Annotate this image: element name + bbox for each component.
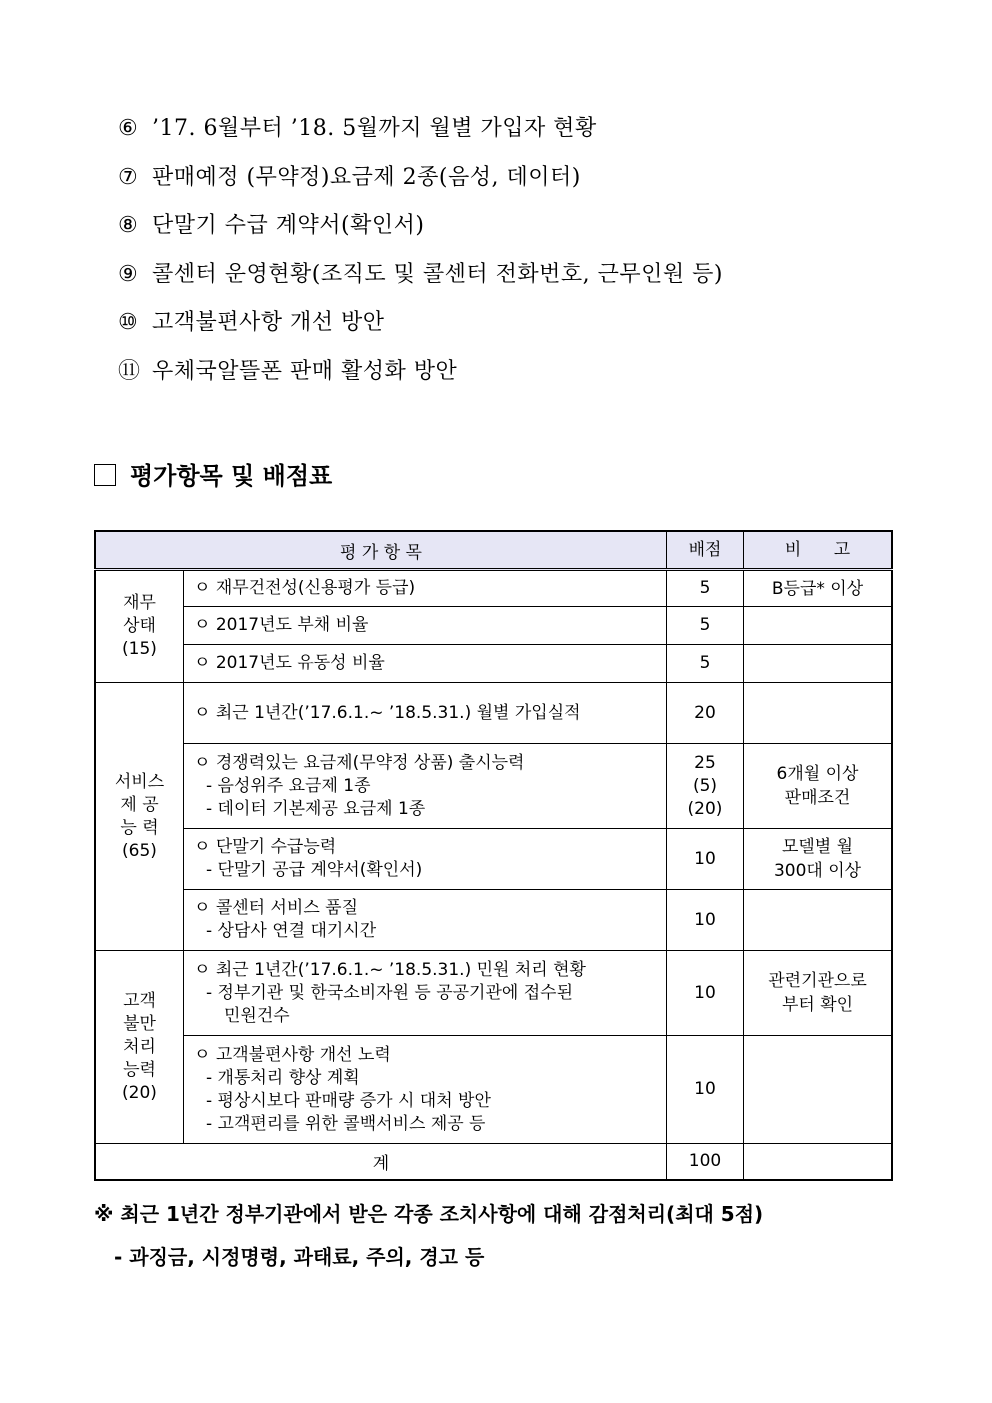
score-cell <box>667 645 744 683</box>
score-cell <box>667 744 744 829</box>
note-cell <box>744 607 893 645</box>
category-cell <box>95 951 184 1144</box>
total-score: 100 <box>667 1144 744 1180</box>
list-number: ⑧ <box>118 213 139 238</box>
category-line: (15) <box>122 639 157 659</box>
list-text: ’17. 6월부터 ’18. 5월까지 월별 가입자 현황 <box>152 116 597 141</box>
score-cell <box>667 607 744 645</box>
list-item <box>118 306 723 355</box>
list-item <box>118 209 723 258</box>
score-value: (5) <box>692 775 718 796</box>
score-cell <box>667 1036 744 1144</box>
item-subpoint: - 상담사 연결 대기시간 <box>206 921 377 941</box>
table-row <box>95 829 892 890</box>
category-line: 고객 <box>123 990 156 1011</box>
header-item: 평 가 항 목 <box>95 531 667 570</box>
item-title: ㅇ 2017년도 유동성 비율 <box>194 653 385 673</box>
list-text: 콜센터 운영현황(조직도 및 콜센터 전화번호, 근무인원 등) <box>152 261 723 287</box>
table-row <box>95 607 892 645</box>
category-line: 서비스 <box>114 771 165 792</box>
note-cell <box>744 951 893 1036</box>
item-title: ㅇ 고객불편사항 개선 노력 <box>194 1044 391 1065</box>
item-title: ㅇ 단말기 수급능력 <box>194 837 337 857</box>
item-subpoint: - 고객편리를 위한 콜백서비스 제공 등 <box>206 1113 486 1134</box>
score-value: 20 <box>694 702 716 723</box>
footnote-sub: - 과징금, 시정명령, 과태료, 주의, 경고 등 <box>114 1245 485 1269</box>
list-number: ⑪ <box>118 358 141 384</box>
evaluation-table <box>94 530 893 1181</box>
score-cell <box>667 570 744 607</box>
category-line: 제 공 <box>120 794 159 815</box>
score-value: 10 <box>694 848 716 869</box>
section-title <box>94 456 332 491</box>
section-title-text: 평가항목 및 배점표 <box>130 462 333 490</box>
category-line: 능력 <box>123 1059 156 1080</box>
table-row <box>95 683 892 744</box>
item-cell <box>184 607 667 645</box>
item-subpoint: - 단말기 공급 계약서(확인서) <box>206 860 423 880</box>
item-title: ㅇ 재무건전성(신용평가 등급) <box>194 578 416 598</box>
category-line: 상태 <box>123 616 156 636</box>
note-cell <box>744 829 893 890</box>
category-line: (20) <box>122 1082 157 1103</box>
item-subpoint: - 데이터 기본제공 요금제 1종 <box>206 798 426 819</box>
item-cell <box>184 683 667 744</box>
list-item <box>118 112 723 161</box>
score-value: 5 <box>699 578 711 598</box>
note-cell <box>744 890 893 951</box>
header-note-text: 비 고 <box>784 540 851 560</box>
list-item <box>118 355 723 404</box>
note-cell <box>744 1036 893 1144</box>
table-header-row <box>95 531 892 570</box>
list-number: ⑥ <box>118 116 139 141</box>
score-cell <box>667 890 744 951</box>
list-number: ⑩ <box>118 310 139 335</box>
list-item <box>118 161 723 210</box>
note-cell <box>744 570 893 607</box>
item-title: ㅇ 2017년도 부채 비율 <box>194 615 369 635</box>
note-cell <box>744 683 893 744</box>
note-text: 관련기관으로 <box>768 971 867 991</box>
list-text: 고객불편사항 개선 방안 <box>152 310 385 335</box>
item-subpoint: 민원건수 <box>224 1005 290 1026</box>
table-row <box>95 570 892 607</box>
item-cell <box>184 829 667 890</box>
table-row <box>95 645 892 683</box>
item-cell <box>184 645 667 683</box>
table-row <box>95 744 892 829</box>
list-item <box>118 258 723 307</box>
note-text: 부터 확인 <box>781 995 854 1015</box>
item-cell <box>184 1036 667 1144</box>
table-row <box>95 890 892 951</box>
note-text: 6개월 이상 <box>776 764 859 784</box>
item-title: ㅇ 경쟁력있는 요금제(무약정 상품) 출시능력 <box>194 752 525 773</box>
checkbox-square-icon <box>94 464 116 486</box>
note-cell <box>744 645 893 683</box>
item-subpoint: - 개통처리 향상 계획 <box>206 1067 360 1088</box>
header-score: 배점 <box>667 531 744 570</box>
score-value: 5 <box>699 615 711 635</box>
score-value: 10 <box>694 909 716 930</box>
item-subpoint: - 음성위주 요금제 1종 <box>206 775 371 796</box>
note-text: 모델별 월 <box>781 837 854 857</box>
table-row <box>95 1036 892 1144</box>
item-cell <box>184 744 667 829</box>
total-note <box>744 1144 893 1180</box>
score-value: 25 <box>694 752 716 773</box>
list-text: 우체국알뜰폰 판매 활성화 방안 <box>152 358 458 384</box>
category-line: 능 력 <box>120 817 159 838</box>
footnote-main: ※ 최근 1년간 정부기관에서 받은 각종 조치사항에 대해 감점처리(최대 5점) <box>94 1202 764 1226</box>
category-line: 불만 <box>123 1013 156 1034</box>
score-value: 5 <box>699 653 711 673</box>
score-cell <box>667 951 744 1036</box>
item-title: ㅇ 콜센터 서비스 품질 <box>194 898 359 918</box>
category-cell <box>95 683 184 951</box>
category-line: (65) <box>122 840 157 861</box>
list-number: ⑦ <box>118 164 139 190</box>
item-title: ㅇ 최근 1년간(’17.6.1.~ ’18.5.31.) 민원 처리 현황 <box>194 959 586 980</box>
note-text: B등급* 이상 <box>771 578 864 599</box>
score-value: 10 <box>694 982 716 1003</box>
item-subpoint: - 정부기관 및 한국소비자원 등 공공기관에 접수된 <box>206 982 573 1003</box>
category-line: 재무 <box>123 593 156 613</box>
item-subpoint: - 평상시보다 판매량 증가 시 대처 방안 <box>206 1090 491 1111</box>
note-text: 300대 이상 <box>773 861 862 881</box>
score-value: 10 <box>694 1079 716 1099</box>
list-number: ⑨ <box>118 261 139 287</box>
note-text: 판매조건 <box>784 788 851 808</box>
score-value: (20) <box>687 798 723 819</box>
score-cell <box>667 829 744 890</box>
score-cell <box>667 683 744 744</box>
list-text: 판매예정 (무약정)요금제 2종(음성, 데이터) <box>152 164 581 190</box>
list-text: 단말기 수급 계약서(확인서) <box>152 213 425 238</box>
item-cell <box>184 570 667 607</box>
note-cell <box>744 744 893 829</box>
total-label: 계 <box>95 1144 667 1180</box>
item-cell <box>184 890 667 951</box>
document-list <box>118 112 723 403</box>
total-row <box>95 1144 892 1180</box>
table-row <box>95 951 892 1036</box>
category-cell <box>95 570 184 683</box>
item-cell <box>184 951 667 1036</box>
item-title: ㅇ 최근 1년간(’17.6.1.~ ’18.5.31.) 월별 가입실적 <box>194 702 581 723</box>
category-line: 처리 <box>123 1036 156 1057</box>
header-note <box>744 531 893 570</box>
